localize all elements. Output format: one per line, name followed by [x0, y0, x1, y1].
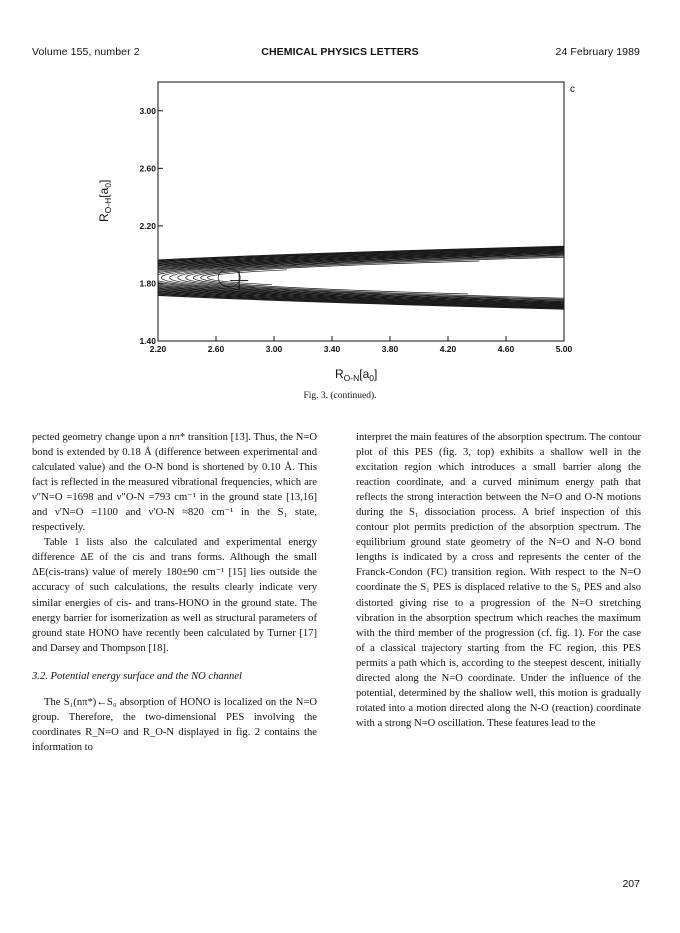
contour-line — [218, 269, 240, 287]
y-tick-label: 1.80 — [139, 278, 156, 289]
y-tick-label: 3.00 — [139, 105, 156, 116]
axis-ticks — [139, 106, 572, 354]
contour-line — [0, 0, 680, 400]
contour-line — [127, 163, 680, 393]
contour-plot — [0, 0, 680, 400]
x-axis-label: $R_{O-N}[a_0]$ — [335, 367, 378, 383]
x-tick-label: 2.20 — [149, 344, 167, 354]
header-volume: Volume 155, number 2 — [32, 46, 140, 58]
x-tick-label: 3.80 — [381, 344, 399, 354]
contour-line — [178, 231, 680, 324]
header-date: 24 February 1989 — [555, 46, 640, 58]
contour-line — [0, 0, 680, 400]
x-tick-label: 4.60 — [497, 344, 515, 354]
x-tick-label: 2.60 — [207, 344, 225, 354]
right-column — [356, 430, 641, 731]
x-tick-label: 3.40 — [323, 344, 341, 354]
header-journal: CHEMICAL PHYSICS LETTERS — [261, 46, 419, 58]
y-axis-label: $R_{O-H}[a_0]$ — [97, 179, 113, 222]
left-column — [32, 430, 317, 755]
x-tick-label: 3.00 — [265, 344, 283, 354]
contour-line — [81, 102, 680, 400]
y-tick-label: 2.60 — [139, 163, 156, 174]
section-title: 3.2. Potential energy surface and the NO channel — [32, 670, 242, 682]
contour-lines — [0, 0, 680, 400]
contour-line — [34, 38, 680, 400]
y-tick-label: 2.20 — [139, 220, 156, 231]
panel-label: c — [570, 84, 575, 95]
figure-caption: Fig. 3. (continued). — [303, 391, 377, 401]
contour-line — [14, 13, 680, 401]
x-tick-label: 5.00 — [555, 344, 573, 354]
paragraph: The S₁(nπ*)←S₀ absorption of HONO is localized on the N=O group. Therefore, the two-dimensional PES involving the coordinates R_N=O and R_O-N displayed in fig. 2 contains the information to — [32, 696, 317, 753]
paragraph: interpret the main features of the absorption spectrum. The contour plot of this PES (fig. 3, top) exhibits a shallow well in the excitation region which introduces a small barrier along the reaction coordinate, and a curved minimum energy path that reflects the strong interaction between the N=O and O-N motions during the S₁ dissociation process. A brief inspection of this contour plot permits prediction of the absorption spectrum. The equilibrium ground state geometry of the N=O and N-O bond lengths is indicated by a cross and represents the center of the Franck-Condon (FC) transition region. With respect to the N=O coordinate the S₁ PES is displaced relative to the S₀ PES and also distorted giving rise to a progression of the N=O stretching vibration in the absorption spectrum which reaches the maximum with the third member of the progression (cf. fig. 1). For the case of a classical trajectory starting from the FC region, this PES permits a path which is, according to the steepest descent, initially directed along the N=O coordinate. Under the influence of the potential, determined by the shallow well, this motion is gradually rotated into a motion directed along the N-O (reaction) coordinate with a strong N=O oscillation. These features lead to the — [356, 432, 641, 729]
page-number: 207 — [622, 878, 640, 890]
paragraph: pected geometry change upon a nπ* transition [13]. Thus, the N=O bond is extended by 0.18 Å (difference between experimental and calculated value) and the O-N bond is shortened by 0.10 Å. This fact is reflected in the measured vibrational frequencies, which are ν″N=O =1698 and ν″O-N =793 cm⁻¹ in the ground state [13,16] and ν′N=O =1100 and ν′O-N ≈820 cm⁻¹ in the S₁ state, respectively. — [32, 432, 317, 534]
paragraph: Table 1 lists also the calculated and experimental energy difference ΔE of the cis and trans forms. Although the small ΔE(cis-trans) value of merely 180±90 cm⁻¹ [15] lies outside the accuracy of such calculations, the results clearly indicate very similar energies of cis- and trans-HONO in the ground state. The energy barrier for isomerization as well as structural parameters of ground state HONO have recently been calculated by Turner [17] and Darsey and Thompson [18]. — [32, 537, 317, 654]
x-tick-label: 4.20 — [439, 344, 457, 354]
contour-line — [170, 220, 680, 335]
contour-line — [153, 197, 680, 358]
contour-line — [118, 151, 680, 400]
y-tick-label: 1.40 — [139, 336, 156, 346]
